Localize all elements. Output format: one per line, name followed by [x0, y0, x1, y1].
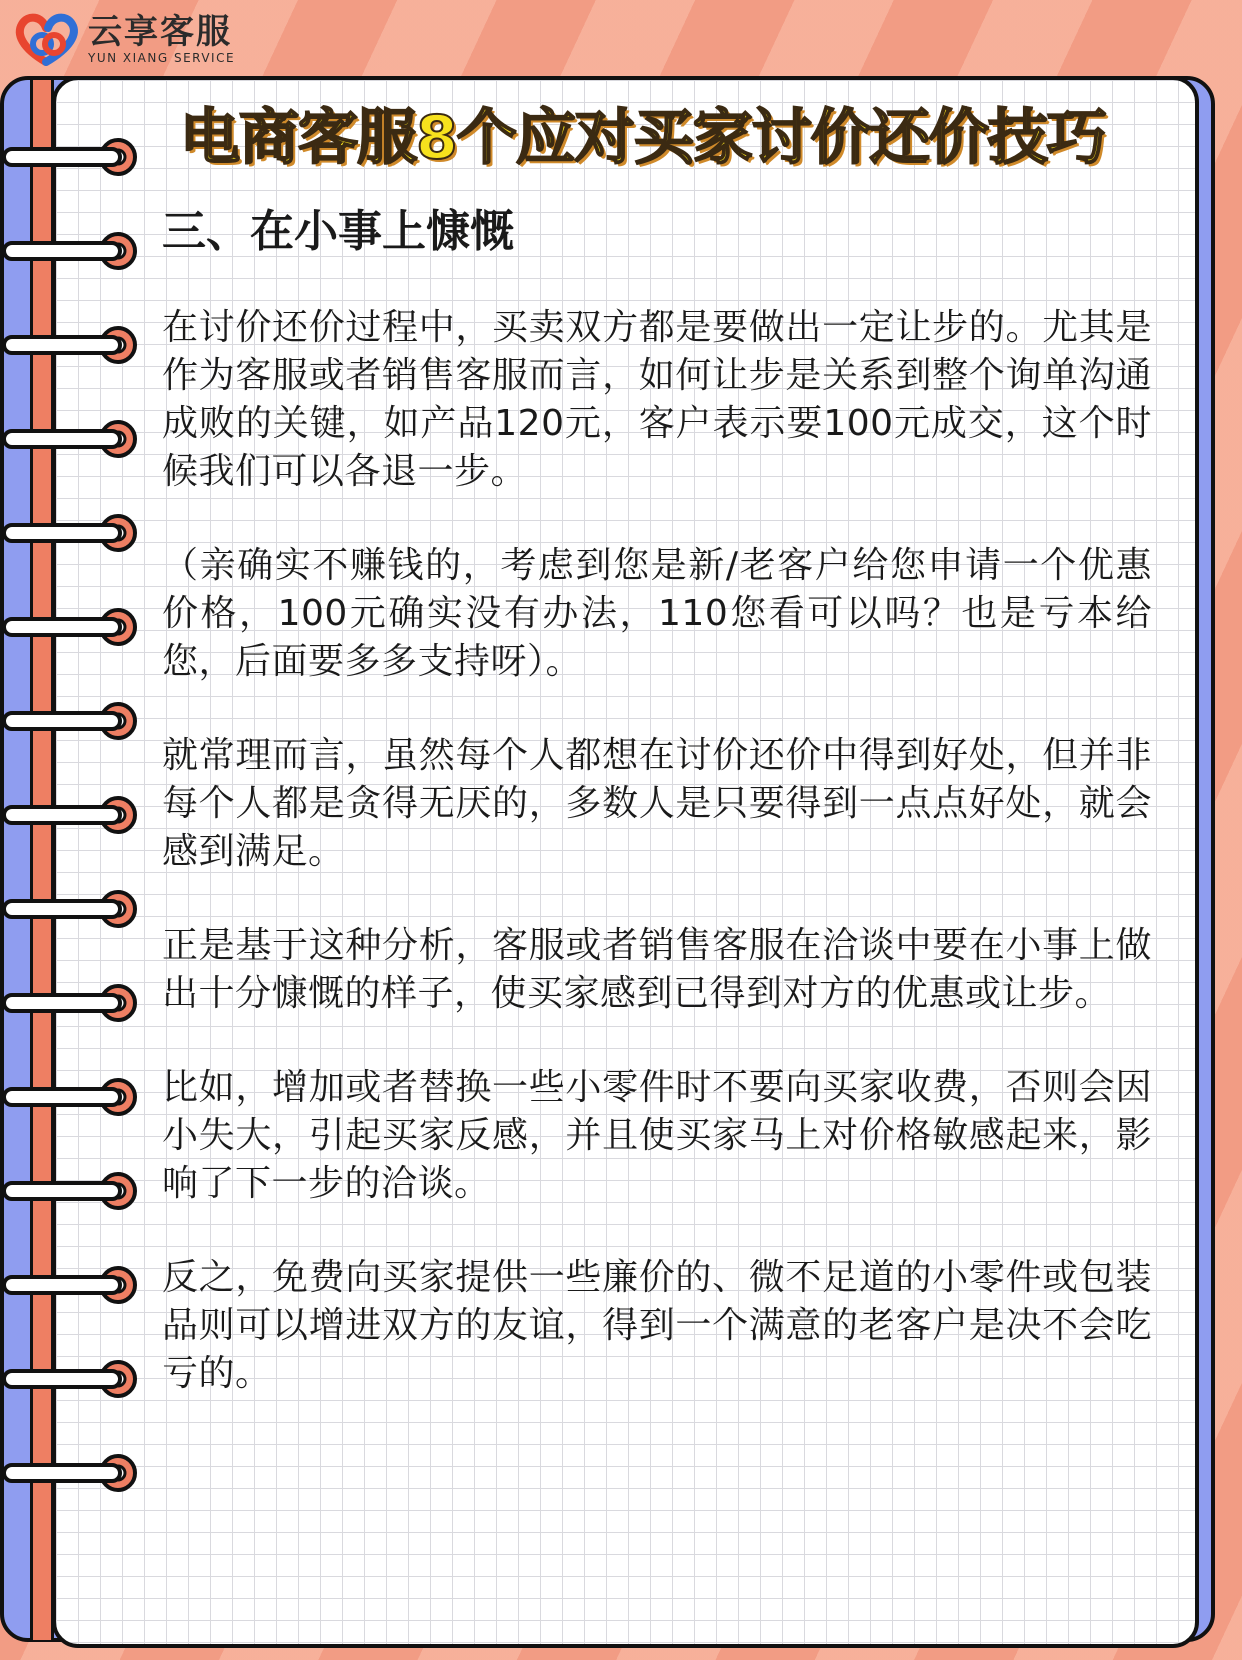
brand-name-cn: 云享客服 [88, 12, 232, 52]
page-title: 电商客服8个应对买家讨价还价技巧 [180, 103, 1106, 173]
intertwined-heart-logo-icon [12, 8, 84, 70]
binding-ring-icon [0, 604, 150, 650]
binding-ring-icon [0, 792, 150, 838]
section-heading: 三、在小事上慷慨 [162, 206, 514, 257]
brand-name-en: YUN XIANG SERVICE [88, 51, 236, 65]
paragraph: 在讨价还价过程中，买卖双方都是要做出一定让步的。尤其是作为客服或者销售客服而言，如何让步是关系到整个询单沟通成败的关键，如产品120元，客户表示要100元成交，这个时候我们可以各退一步。 [162, 307, 1152, 492]
binding-ring-icon [0, 1450, 150, 1496]
paragraph: 反之，免费向买家提供一些廉价的、微不足道的小零件或包装品则可以增进双方的友谊，得到一个满意的老客户是决不会吃亏的。 [162, 1257, 1152, 1394]
notebook-binding-strip [30, 80, 54, 1640]
article-content [162, 304, 1152, 1444]
paragraph: 正是基于这种分析，客服或者销售客服在洽谈中要在小事上做出十分慷慨的样子，使买家感到已得到对方的优惠或让步。 [162, 925, 1152, 1014]
binding-ring-icon [0, 1262, 150, 1308]
paragraph: （亲确实不赚钱的，考虑到您是新/老客户给您申请一个优惠价格，100元确实没有办法，110您看可以吗？也是亏本给您，后面要多多支持呀）。 [162, 545, 1152, 682]
binding-ring-icon [0, 228, 150, 274]
binding-ring-icon [0, 1074, 150, 1120]
binding-ring-icon [0, 980, 150, 1026]
binding-ring-icon [0, 698, 150, 744]
brand-logo [12, 8, 235, 70]
binding-ring-icon [0, 416, 150, 462]
binding-ring-icon [0, 134, 150, 180]
binding-ring-icon [0, 322, 150, 368]
binding-ring-icon [0, 510, 150, 556]
paragraph: 就常理而言，虽然每个人都想在讨价还价中得到好处，但并非每个人都是贪得无厌的，多数人是只要得到一点点好处，就会感到满足。 [162, 735, 1152, 872]
paragraph: 比如，增加或者替换一些小零件时不要向买家收费，否则会因小失大，引起买家反感，并且使买家马上对价格敏感起来，影响了下一步的洽谈。 [162, 1067, 1152, 1204]
binding-ring-icon [0, 1168, 150, 1214]
binding-ring-icon [0, 886, 150, 932]
binding-ring-icon [0, 1356, 150, 1402]
